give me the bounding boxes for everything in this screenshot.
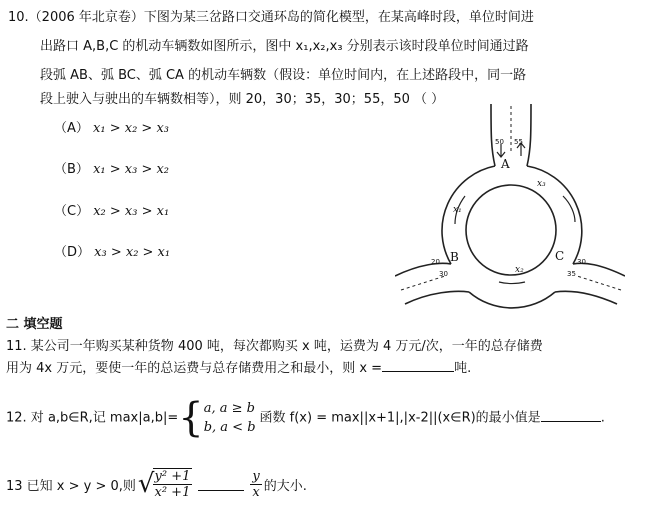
road-right [555,263,625,304]
option-expr: x₁ > x₂ > x₃ [93,121,169,136]
node-c-label: C [555,249,565,263]
a-out-value: 55 [514,138,523,146]
q11-answer-blank[interactable] [382,359,454,372]
q12-middle: 函数 f(x) = max||x+1|,|x-2||(x∈R)的最小值是 [259,410,541,426]
q10-option-c [54,200,169,219]
q12-answer-blank[interactable] [541,409,601,422]
b-in-value: 20 [431,258,440,266]
var-x1-label: x₁ [453,205,462,215]
q13-frac-den: x [252,484,260,500]
option-label: （B） [54,162,89,177]
outer-ring [442,166,582,308]
q13-fraction [250,469,261,500]
q12-case2: b, a < b [203,420,256,435]
inner-circle [466,185,556,275]
c-out-value: 35 [567,270,576,278]
option-label: （A） [54,121,89,136]
q10-option-d [54,241,170,260]
q12-suffix: . [600,410,605,426]
q10-option-a [54,117,169,136]
option-expr: x₂ > x₃ > x₁ [93,204,170,219]
q13-line [6,468,307,500]
var-x3-label: x₃ [537,179,546,189]
q13-prefix: 13 已知 x > y > 0,则 [6,478,136,494]
a-in-value: 50 [495,138,504,146]
q11-line1: 11. 某公司一年购买某种货物 400 吨，每次都购买 x 吨，运费为 4 万元/次，一年的总存储费 [6,339,543,354]
q10-option-b [54,158,169,177]
q13-sqrt-fraction [153,468,193,500]
node-b-label: B [450,250,459,264]
road-left [395,263,469,304]
q13-suffix: 的大小. [263,478,307,494]
q12-line [6,395,605,441]
option-label: （C） [54,204,90,219]
c-in-value: 30 [577,258,586,266]
q10-line4: 段上驶入与驶出的车辆数相等），则 20，30；35，30；55，50 （ ） [40,92,445,107]
sqrt-symbol: √ [137,469,155,499]
option-expr: x₁ > x₃ > x₂ [93,162,170,177]
var-x2-label: x₂ [515,265,524,275]
q10-line2: 出路口 A,B,C 的机动车辆数如图所示，图中 x₁,x₂,x₃ 分别表示该时段单位时间通过路 [40,39,529,54]
q13-frac-num: y [252,468,260,484]
q11-line2-text: 用为 4x 万元，要使一年的总运费与总存储费用之和最小，则 x = [6,361,383,376]
q11-line2 [6,357,471,376]
section-title: 二 填空题 [6,317,63,332]
q11-line2-tail: 吨. [454,361,472,376]
b-out-value: 30 [439,270,448,278]
q12-case1: a, a ≥ b [203,401,255,416]
q10-line1: 10.（2006 年北京卷）下图为某三岔路口交通环岛的简化模型，在某高峰时段，单位时间进 [8,10,534,25]
q13-sqrt-den: x² +1 [154,485,191,500]
q13-answer-blank[interactable] [198,478,244,491]
q12-prefix: 12. 对 a,b∈R,记 max|a,b|= [6,410,179,426]
option-expr: x₃ > x₂ > x₁ [94,245,171,260]
q12-brace: { [178,395,204,441]
option-label: （D） [54,245,91,260]
q13-sqrt-num: y² +1 [154,469,191,484]
roundabout-diagram [395,104,625,309]
q10-line3: 段弧 AB、弧 BC、弧 CA 的机动车辆数（假设：单位时间内，在上述路段中，同一路 [40,68,527,83]
node-a-label: A [501,157,510,171]
